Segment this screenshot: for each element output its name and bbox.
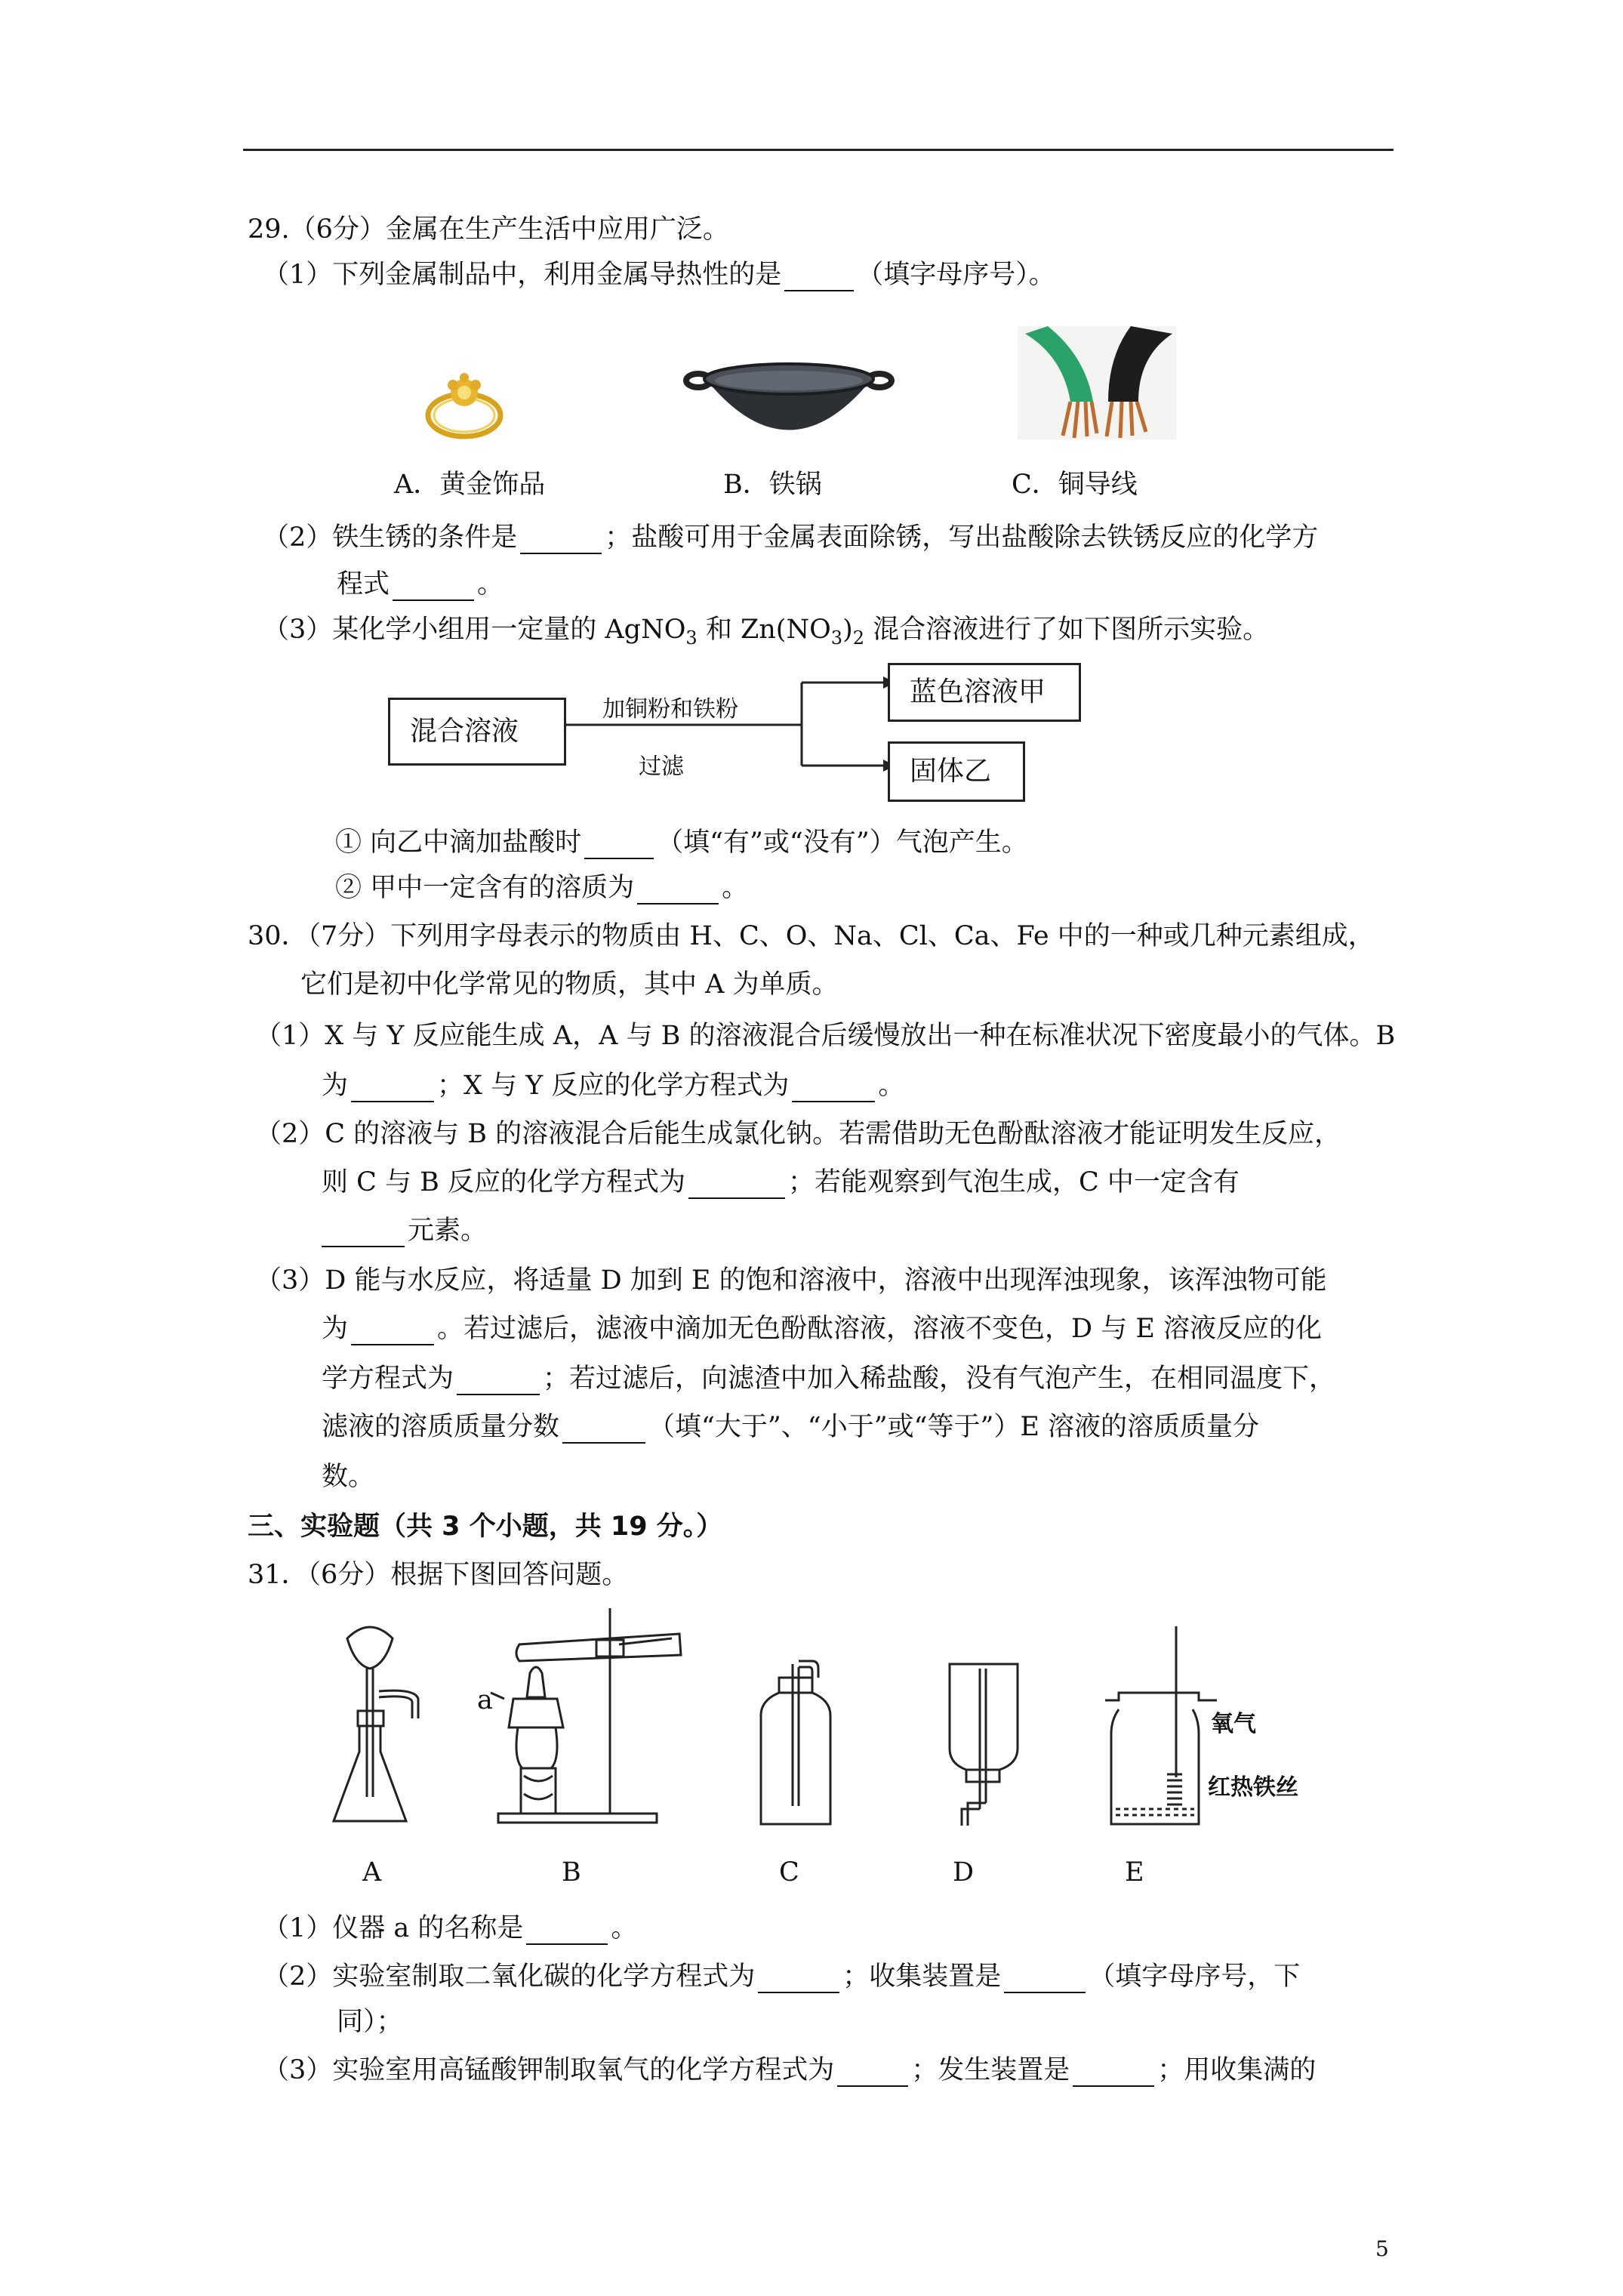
answer-blank[interactable] xyxy=(322,1219,405,1247)
header-rule xyxy=(243,149,1394,151)
answer-blank[interactable] xyxy=(351,1317,434,1345)
gold-jewelry-image xyxy=(423,355,506,445)
label-iron-wire: 红热铁丝 xyxy=(1208,1774,1298,1801)
q30-line2: 它们是初中化学常见的物质，其中 A 为单质。 xyxy=(300,969,839,1000)
q30-line7: 元素。 xyxy=(322,1214,487,1247)
answer-blank[interactable] xyxy=(1004,1965,1086,1993)
q29-part3: （3）某化学小组用一定量的 AgNO$_3$ 和 $Zn(NO_3)_2$ 混合溶液进行了如下图所示实验。 xyxy=(263,615,1270,649)
flow-mixed-solution: 混合溶液 xyxy=(388,698,566,766)
flow-step-filter: 过滤 xyxy=(639,754,684,780)
label-copper-wire: C．铜导线 xyxy=(1012,470,1138,500)
q30-line9: 为 。若过滤后，滤液中滴加无色酚酞溶液，溶液不变色，D 与 E 溶液反应的化 xyxy=(322,1314,1323,1344)
q31-part1: （1）仪器 a 的名称是 。 xyxy=(263,1913,638,1943)
label-apparatus-b: B xyxy=(562,1857,581,1888)
q31-title: 31．（6分）根据下图回答问题。 xyxy=(248,1560,629,1590)
answer-blank[interactable] xyxy=(688,1170,785,1199)
flow-blue-solution: 蓝色溶液甲 xyxy=(888,663,1081,722)
apparatus-e-iron-combustion xyxy=(1101,1626,1221,1830)
answer-blank[interactable] xyxy=(351,1074,434,1102)
iron-wok-image xyxy=(683,349,895,455)
label-iron-wok: B．铁锅 xyxy=(723,470,822,500)
section-heading: 三、实验题（共 3 个小题，共 19 分。） xyxy=(248,1512,723,1542)
q31-part2: （2）实验室制取二氧化碳的化学方程式为 ；收集装置是 （填字母序号，下 xyxy=(263,1962,1301,1992)
answer-blank[interactable] xyxy=(584,831,654,859)
q29-sub2: ② 甲中一定含有的溶质为 。 xyxy=(335,873,749,903)
flow-step-add-powder: 加铜粉和铁粉 xyxy=(602,696,738,723)
q31-part3: （3）实验室用高锰酸钾制取氧气的化学方程式为 ；发生装置是 ；用收集满的 xyxy=(263,2055,1317,2085)
q31-part2-cont: 同）； xyxy=(337,2007,403,2037)
answer-blank[interactable] xyxy=(520,525,602,554)
q30-line8: （3）D 能与水反应，将适量 D 加到 E 的饱和溶液中，溶液中出现浑浊现象，该浑浊物可能 xyxy=(255,1265,1327,1296)
q30-line5: （2）C 的溶液与 B 的溶液混合后能生成氯化钠。若需借助无色酚酞溶液才能证明发生反应， xyxy=(255,1119,1341,1149)
apparatus-a-flask-funnel xyxy=(325,1623,430,1835)
apparatus-b-heating-tube xyxy=(483,1608,710,1835)
q29-part2: （2）铁生锈的条件是 ；盐酸可用于金属表面除锈，写出盐酸除去铁锈反应的化学方 xyxy=(263,522,1319,553)
q30-line1: 30．（7分）下列用字母表示的物质由 H、C、O、Na、Cl、Ca、Fe 中的一种或几种元素组成， xyxy=(248,921,1375,951)
q30-line10: 学方程式为 ；若过滤后，向滤渣中加入稀盐酸，没有气泡产生，在相同温度下， xyxy=(322,1364,1336,1394)
answer-blank[interactable] xyxy=(637,876,719,905)
flow-solid: 固体乙 xyxy=(888,741,1025,802)
q30-line6: 则 C 与 B 反应的化学方程式为 ；若能观察到气泡生成，C 中一定含有 xyxy=(322,1167,1240,1197)
answer-blank[interactable] xyxy=(1073,2058,1154,2087)
flow-arrows xyxy=(566,664,898,785)
page-number: 5 xyxy=(1375,2236,1389,2261)
q29-title: 29.（6分）金属在生产生活中应用广泛。 xyxy=(248,214,729,245)
copper-wire-image xyxy=(1018,326,1176,439)
label-apparatus-e: E xyxy=(1125,1857,1144,1888)
answer-blank[interactable] xyxy=(784,263,854,291)
q30-line11: 滤液的溶质质量分数 （填“大于”、“小于”或“等于”）E 溶液的溶质质量分 xyxy=(322,1412,1260,1442)
answer-blank[interactable] xyxy=(758,1965,839,1993)
q30-line3: （1）X 与 Y 反应能生成 A，A 与 B 的溶液混合后缓慢放出一种在标准状况下密度最小的气体。B xyxy=(255,1021,1396,1051)
label-apparatus-a: A xyxy=(362,1857,382,1888)
label-gold-jewelry: A．黄金饰品 xyxy=(394,470,546,500)
answer-blank[interactable] xyxy=(792,1074,875,1102)
label-apparatus-d: D xyxy=(953,1857,975,1888)
q29-part1: （1）下列金属制品中，利用金属导热性的是 （填字母序号）。 xyxy=(263,260,1055,290)
q30-line12: 数。 xyxy=(322,1462,375,1492)
q29-part2-cont: 程式 。 xyxy=(337,569,504,599)
label-apparatus-c: C xyxy=(779,1857,799,1888)
answer-blank[interactable] xyxy=(526,1916,608,1945)
answer-blank[interactable] xyxy=(457,1367,540,1395)
answer-blank[interactable] xyxy=(393,572,474,601)
answer-blank[interactable] xyxy=(562,1415,645,1444)
q29-sub1: ① 向乙中滴加盐酸时 （填“有”或“没有”）气泡产生。 xyxy=(335,827,1028,858)
label-oxygen: 氧气 xyxy=(1211,1711,1256,1737)
answer-blank[interactable] xyxy=(837,2058,908,2087)
label-instrument-a: a xyxy=(477,1685,493,1715)
q30-line4: 为 ；X 与 Y 反应的化学方程式为 。 xyxy=(322,1071,905,1101)
apparatus-d-inverted-bottle xyxy=(939,1658,1030,1832)
apparatus-c-bottle-long-tube xyxy=(752,1655,842,1829)
